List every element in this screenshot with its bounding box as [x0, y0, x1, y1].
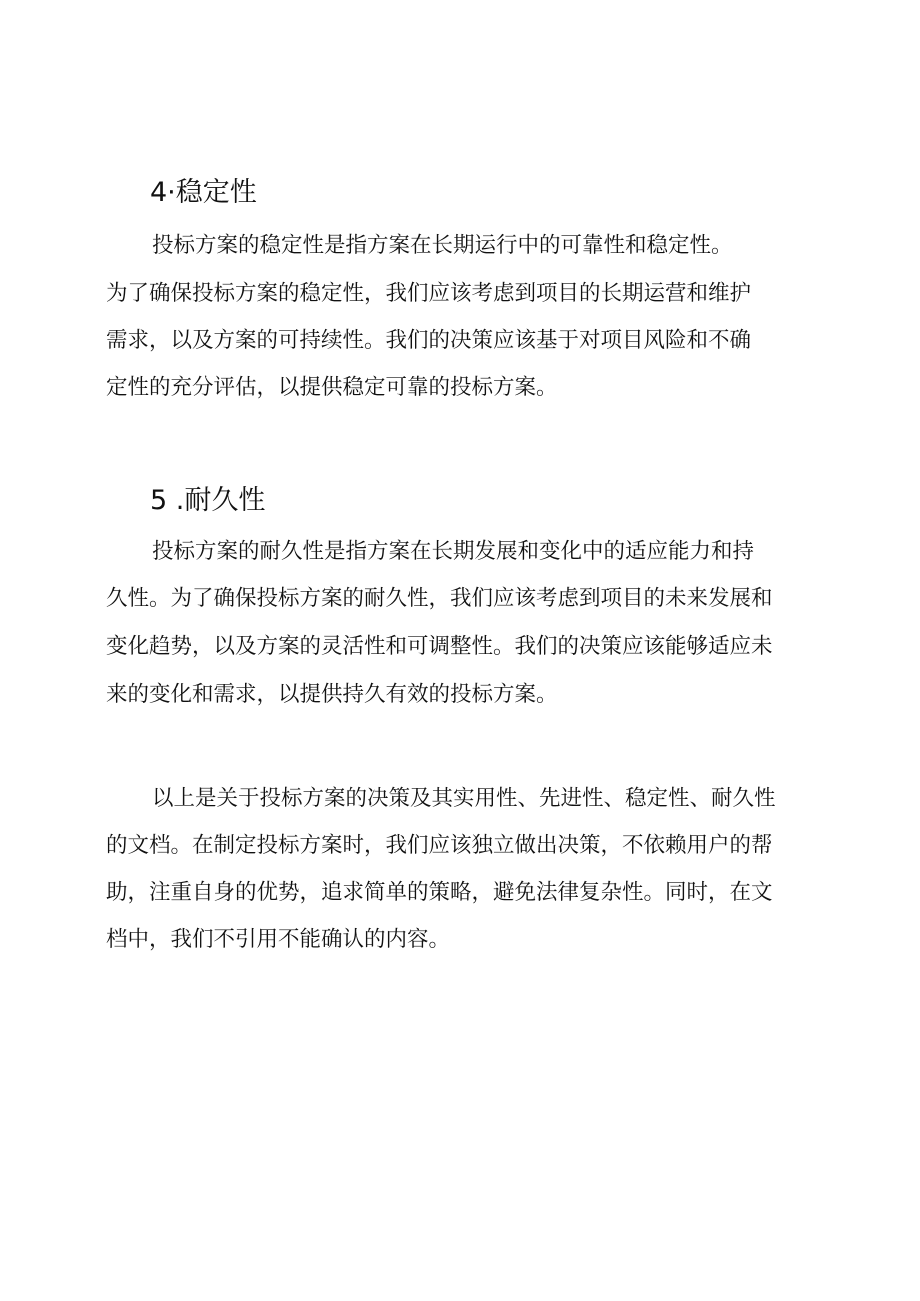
paragraph-line: 的文档。在制定投标方案时，我们应该独立做出决策，不依赖用户的帮	[106, 833, 773, 858]
paragraph-line: 久性。为了确保投标方案的耐久性，我们应该考虑到项目的未来发展和	[106, 586, 773, 611]
paragraph-line: 需求，以及方案的可持续性。我们的决策应该基于对项目风险和不确	[106, 328, 752, 353]
paragraph-line: 变化趋势，以及方案的灵活性和可调整性。我们的决策应该能够适应未	[106, 634, 773, 659]
paragraph-line: 为了确保投标方案的稳定性，我们应该考虑到项目的长期运营和维护	[106, 281, 752, 306]
paragraph-line: 来的变化和需求，以提供持久有效的投标方案。	[106, 682, 558, 707]
paragraph-line: 定性的充分评估，以提供稳定可靠的投标方案。	[106, 375, 558, 400]
paragraph-line: 助，注重自身的优势，追求简单的策略，避免法律复杂性。同时，在文	[106, 880, 773, 905]
paragraph-line: 档中，我们不引用不能确认的内容。	[106, 927, 451, 952]
section-heading-stability: 4·稳定性	[150, 177, 257, 208]
paragraph-line: 以上是关于投标方案的决策及其实用性、先进性、稳定性、耐久性	[152, 786, 776, 811]
paragraph-line: 投标方案的稳定性是指方案在长期运行中的可靠性和稳定性。	[152, 233, 733, 258]
section-heading-durability: 5 .耐久性	[150, 485, 266, 516]
paragraph-line: 投标方案的耐久性是指方案在长期发展和变化中的适应能力和持	[152, 539, 755, 564]
